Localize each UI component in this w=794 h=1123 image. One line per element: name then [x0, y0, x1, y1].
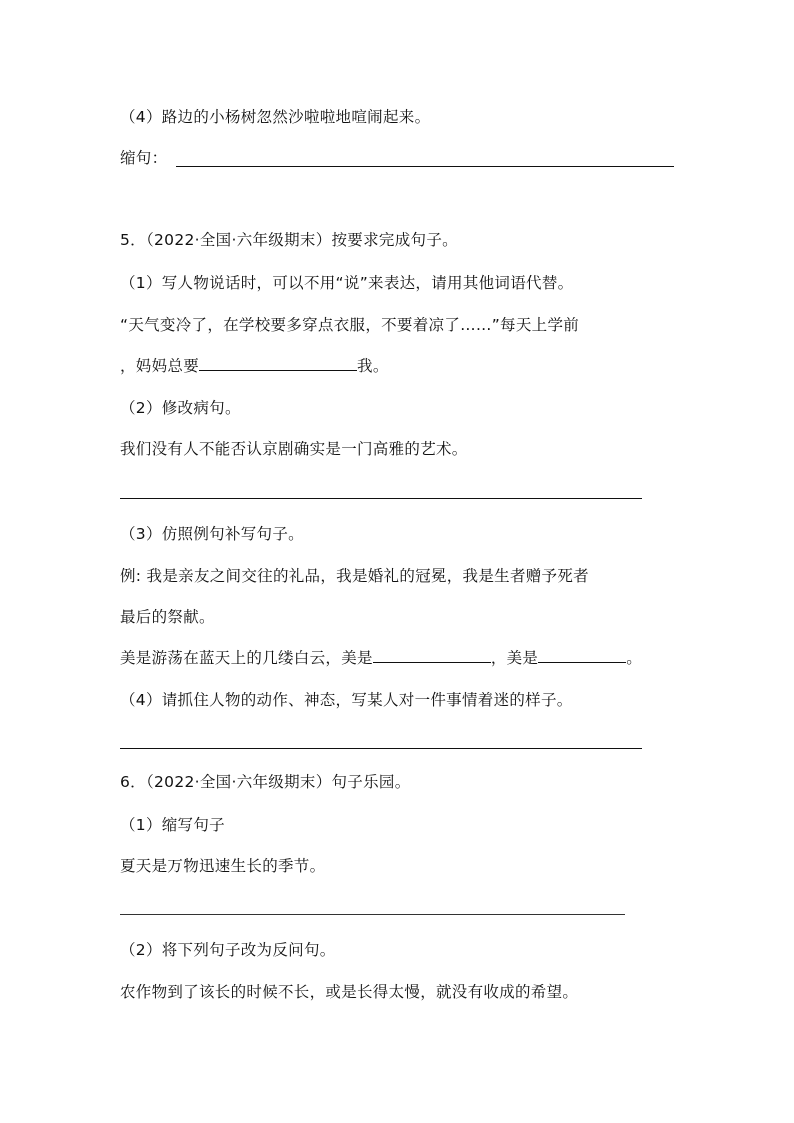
q5-3-blank-1[interactable] — [373, 648, 491, 663]
q6-2-prompt: （2）将下列句子改为反问句。 — [120, 941, 336, 959]
q5-3-example-line-1: 例: 我是亲友之间交往的礼品，我是婚礼的冠冕，我是生者赠予死者 — [120, 567, 589, 585]
q4-4-answer-label: 缩句： — [120, 149, 168, 167]
q5-2-prompt: （2）修改病句。 — [120, 399, 241, 417]
q6-1-prompt: （1）缩写句子 — [120, 816, 225, 834]
q5-3-example-line-2: 最后的祭献。 — [120, 608, 215, 626]
q5-2-answer-line[interactable] — [120, 498, 642, 499]
q5-4-answer-line[interactable] — [120, 748, 642, 749]
q5-3-fill-line — [120, 647, 642, 669]
q6-header: 6．（2022·全国·六年级期末）句子乐园。 — [120, 773, 411, 791]
q5-3-prompt: （3）仿照例句补写句子。 — [120, 525, 304, 543]
q4-4-answer-line[interactable] — [176, 166, 674, 167]
q4-4-sentence: （4）路边的小杨树忽然沙啦啦地喧闹起来。 — [120, 108, 431, 126]
q5-header: 5．（2022·全国·六年级期末）按要求完成句子。 — [120, 231, 458, 249]
q5-1-blank[interactable] — [199, 356, 357, 371]
q5-2-sentence: 我们没有人不能否认京剧确实是一门高雅的艺术。 — [120, 440, 468, 458]
q5-4-prompt: （4）请抓住人物的动作、神态，写某人对一件事情着迷的样子。 — [120, 691, 573, 709]
q5-1-cont-a: ，妈妈总要 — [120, 357, 200, 375]
q6-1-sentence: 夏天是万物迅速生长的季节。 — [120, 857, 326, 875]
q5-3-fill-b: ，美是 — [490, 649, 539, 667]
q5-3-fill-a: 美是游荡在蓝天上的几缕白云，美是 — [120, 649, 373, 667]
q5-1-cont-b: 我。 — [357, 357, 389, 375]
q6-2-sentence: 农作物到了该长的时候不长，或是长得太慢，就没有收成的希望。 — [120, 983, 579, 1001]
q5-3-blank-2[interactable] — [538, 648, 626, 663]
q5-1-continuation — [120, 355, 389, 377]
q5-3-fill-c: 。 — [626, 649, 643, 667]
q6-1-answer-line[interactable] — [120, 914, 625, 915]
q5-1-prompt: （1）写人物说话时，可以不用“说”来表达，请用其他词语代替。 — [120, 274, 574, 292]
q5-1-quote: “天气变冷了，在学校要多穿点衣服，不要着凉了……”每天上学前 — [120, 316, 580, 334]
